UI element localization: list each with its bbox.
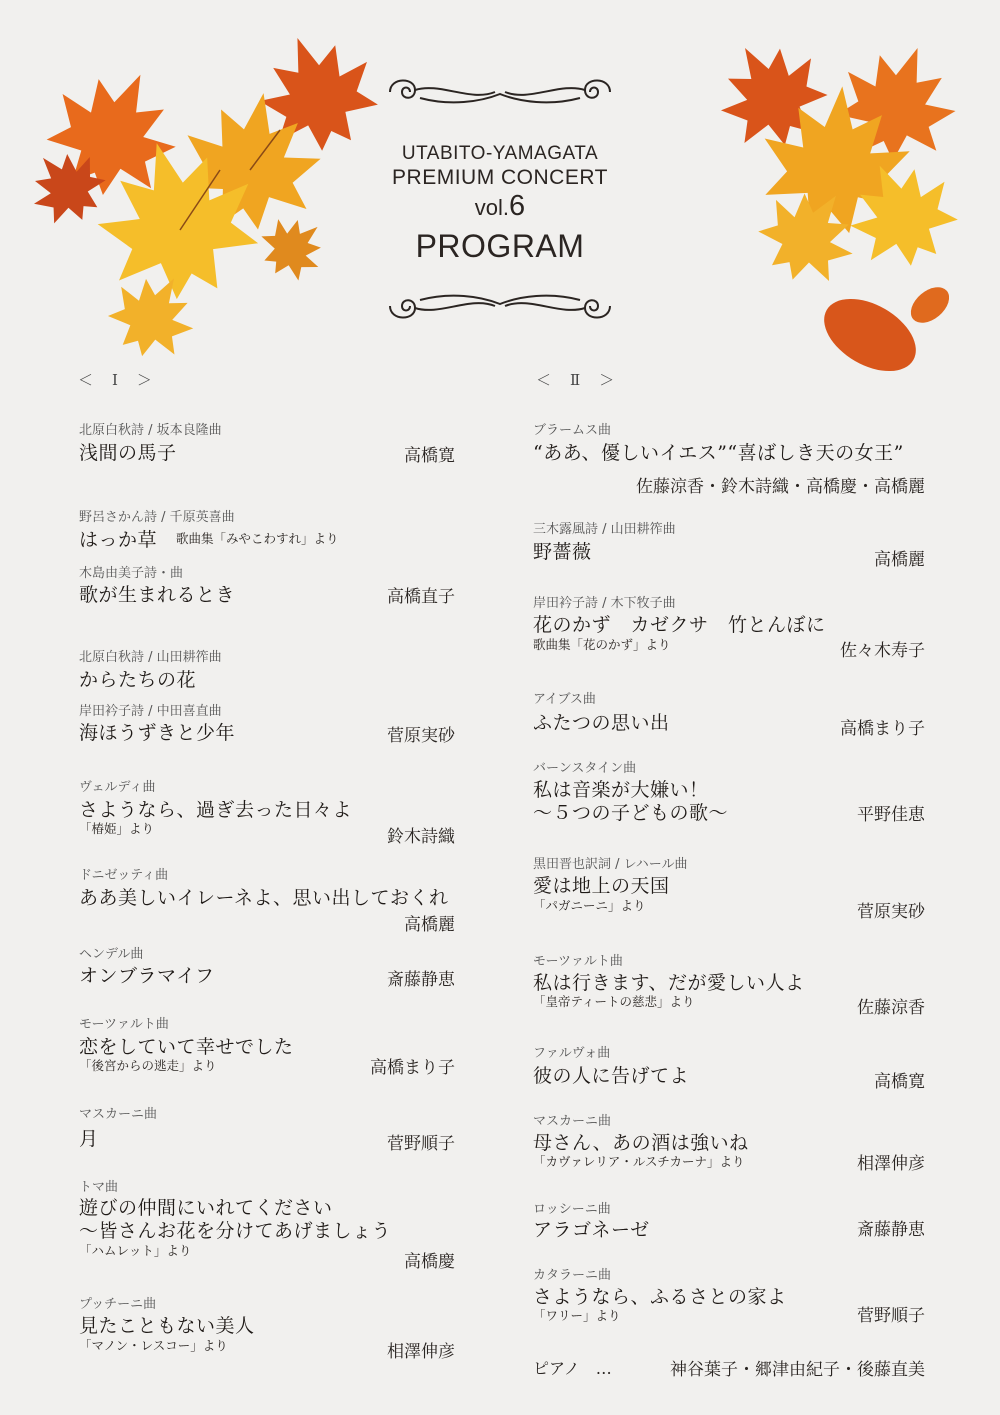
part1-item7-performer: 高橋麗	[404, 915, 455, 935]
part1-item12-title: 見たこともない美人	[79, 1315, 255, 1337]
part2-item2-title: 野薔薇	[533, 541, 592, 563]
part1-item12-subtitle: 「マノン・レスコー」より	[79, 1338, 228, 1353]
piano-performers: 神谷葉子・郷津由紀子・後藤直美	[670, 1360, 925, 1380]
part2-item9-title: 母さん、あの酒は強いね	[533, 1132, 749, 1154]
part2-item3-performer: 佐々木寿子	[840, 641, 925, 661]
part2-item8-performer: 高橋寛	[874, 1072, 925, 1092]
part2-item4-composer: アイブス曲	[533, 692, 596, 707]
part1-item5-title: 海ほうずきと少年	[79, 722, 236, 744]
part2-item9-composer: マスカーニ曲	[533, 1114, 612, 1129]
bottom-ornament	[380, 286, 620, 326]
volume-prefix: vol.	[474, 195, 510, 220]
part2-item4-title: ふたつの思い出	[533, 712, 670, 734]
top-ornament	[380, 72, 620, 112]
part1-item1-performer: 高橋寛	[404, 446, 455, 466]
part2-item7-subtitle: 「皇帝ティートの慈悲」より	[533, 994, 695, 1009]
part1-item10-composer: マスカーニ曲	[79, 1107, 158, 1122]
part1-item2-subtitle: 歌曲集「みやこわすれ」より	[176, 531, 339, 546]
part2-item10-composer: ロッシーニ曲	[533, 1202, 611, 1217]
part2-item1-performer: 佐藤涼香・鈴木詩織・高橋慶・高橋麗	[636, 477, 925, 497]
part2-item10-performer: 斎藤静恵	[857, 1220, 925, 1240]
part1-item11-title: 遊びの仲間にいれてください	[79, 1197, 333, 1219]
part1-item10-performer: 菅野順子	[387, 1134, 455, 1154]
volume-number: 6	[509, 190, 526, 222]
part1-item9-performer: 高橋まり子	[370, 1058, 455, 1078]
part1-item12-composer: プッチーニ曲	[79, 1297, 157, 1312]
part2-item9-subtitle: 「カヴァレリア・ルスチカーナ」より	[533, 1154, 745, 1169]
part2-item6-title: 愛は地上の天国	[533, 875, 670, 897]
part2-item8-title: 彼の人に告げてよ	[533, 1065, 690, 1087]
part1-item11-title-line2: ～皆さんお花を分けてあげましょう	[79, 1220, 392, 1242]
part2-item11-performer: 菅野順子	[857, 1306, 925, 1326]
part1-item5-performer: 菅原実砂	[387, 726, 455, 746]
part1-item3-performer: 高橋直子	[387, 587, 455, 607]
page-title: PROGRAM	[415, 228, 585, 264]
part2-item3-title: 花のかず カゼクサ 竹とんぼに	[533, 614, 826, 636]
part1-item1-title: 浅間の馬子	[79, 442, 177, 464]
part1-item3-title: 歌が生まれるとき	[79, 584, 236, 606]
part1-item3-composer: 木島由美子詩・曲	[79, 566, 184, 581]
part2-item7-title: 私は行きます、だが愛しい人よ	[533, 972, 805, 994]
organizer-name: UTABITO-YAMAGATA	[401, 143, 599, 164]
part2-heading: ＜ Ⅱ ＞	[536, 371, 617, 389]
part2-item5-title: 私は音楽が大嫌い！	[533, 779, 709, 801]
part1-item2-composer: 野呂さかん詩 / 千原英喜曲	[79, 510, 235, 525]
part1-item10-title: 月	[79, 1128, 99, 1150]
part2-item6-performer: 菅原実砂	[857, 902, 925, 922]
concert-name: PREMIUM CONCERT	[392, 166, 608, 189]
part1-item7-title: ああ美しいイレーネよ、思い出しておくれ	[79, 887, 449, 909]
part1-item9-composer: モーツァルト曲	[79, 1017, 169, 1032]
part1-item9-title: 恋をしていて幸せでした	[79, 1036, 294, 1058]
part2-item5-performer: 平野佳恵	[857, 805, 925, 825]
part2-item2-composer: 三木露風詩 / 山田耕筰曲	[533, 522, 676, 537]
part2-item5-title-line2: ～５つの子どもの歌～	[533, 802, 729, 824]
part2-item7-performer: 佐藤涼香	[857, 998, 925, 1018]
part1-item9-subtitle: 「後宮からの逃走」より	[79, 1058, 217, 1073]
part2-item7-composer: モーツァルト曲	[533, 954, 623, 969]
part2-item9-performer: 相澤伸彦	[857, 1154, 925, 1174]
part2-item3-subtitle: 歌曲集「花のかず」より	[533, 637, 671, 652]
part1-item12-performer: 相澤伸彦	[387, 1342, 455, 1362]
part2-item11-subtitle: 「ワリー」より	[533, 1308, 621, 1323]
part2-item1-composer: ブラームス曲	[533, 423, 612, 438]
part2-item6-subtitle: 「パガニーニ」より	[533, 898, 646, 913]
part1-item4-title: からたちの花	[79, 669, 197, 691]
part2-item10-title: アラゴネーゼ	[533, 1219, 650, 1241]
part1-item4-composer: 北原白秋詩 / 山田耕筰曲	[79, 650, 222, 665]
part1-heading: ＜ Ⅰ ＞	[78, 371, 154, 389]
part1-item11-subtitle: 「ハムレット」より	[79, 1243, 192, 1258]
piano-label: ピアノ …	[533, 1359, 612, 1378]
part2-item11-composer: カタラーニ曲	[533, 1268, 612, 1283]
part2-item8-composer: ファルヴォ曲	[533, 1046, 611, 1061]
part1-item8-title: オンブラマイフ	[79, 965, 215, 987]
part1-item1-composer: 北原白秋詩 / 坂本良隆曲	[79, 423, 222, 438]
volume-label	[0, 190, 1000, 223]
part1-item5-composer: 岸田衿子詩 / 中田喜直曲	[79, 704, 222, 719]
part2-item4-performer: 高橋まり子	[840, 719, 925, 739]
part1-item6-subtitle: 「椿姫」より	[79, 821, 155, 836]
part1-item2-title: はっか草	[79, 529, 158, 551]
part1-item6-title: さようなら、過ぎ去った日々よ	[79, 799, 353, 821]
part2-item11-title: さようなら、ふるさとの家よ	[533, 1286, 787, 1308]
part1-item8-composer: ヘンデル曲	[79, 947, 144, 962]
part1-item11-composer: トマ曲	[79, 1180, 119, 1195]
part2-item2-performer: 高橋麗	[874, 550, 925, 570]
part2-item6-composer: 黒田晋也訳詞 / レハール曲	[533, 857, 688, 872]
part1-item7-composer: ドニゼッティ曲	[79, 868, 169, 883]
part2-item3-composer: 岸田衿子詩 / 木下牧子曲	[533, 596, 676, 611]
part1-item6-composer: ヴェルディ曲	[79, 780, 156, 795]
part1-item8-performer: 斎藤静恵	[387, 970, 455, 990]
part2-item5-composer: バーンスタイン曲	[533, 761, 637, 776]
part1-item6-performer: 鈴木詩織	[387, 827, 455, 847]
part1-item11-performer: 高橋慶	[404, 1252, 455, 1272]
part2-item1-title: “ああ、優しいイエス”“喜ばしき天の女王”	[533, 442, 904, 464]
